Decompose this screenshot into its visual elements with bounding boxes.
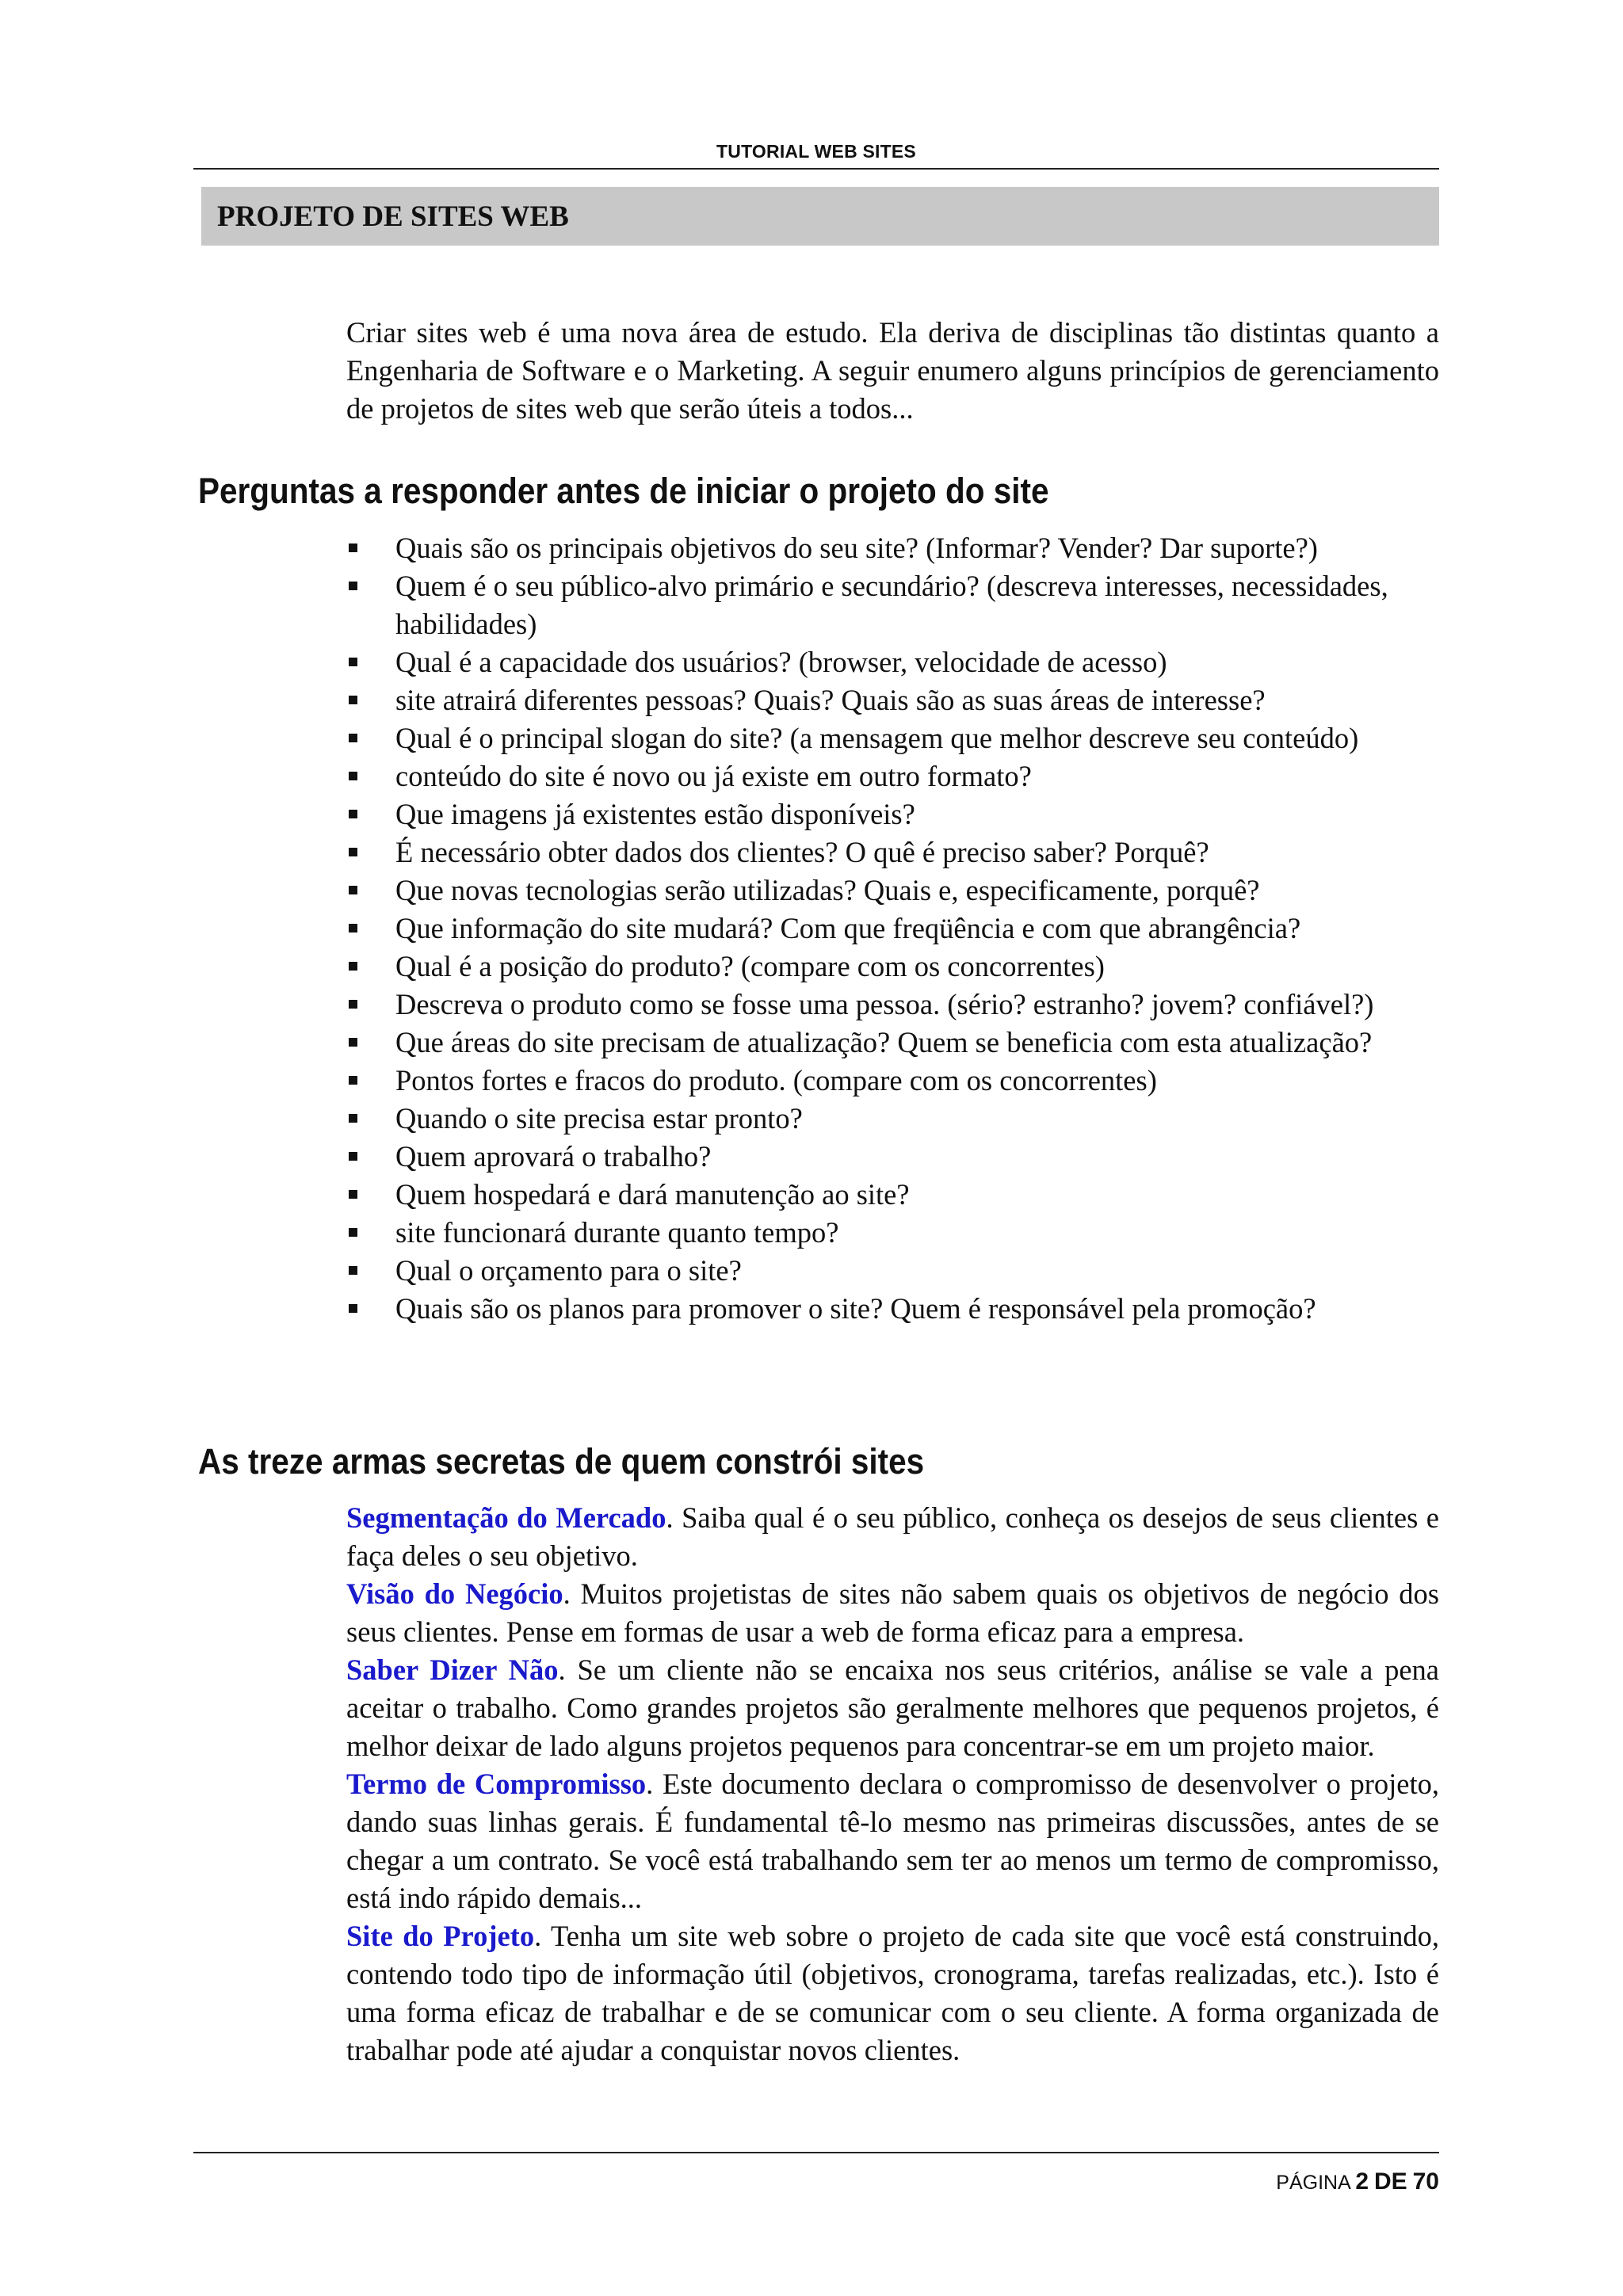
weapon-text: . Tenha um site web sobre o projeto de cada site que você está construindo, contendo todo tipo de informação útil (objetivos, cronograma, tarefas realizadas, etc.). Isto é uma forma eficaz de trabalhar e de se comunicar com o seu cliente. A forma organizada de trabalhar pode até ajudar a conquistar novos clientes.	[346, 1920, 1439, 2066]
question-item: Descreva o produto como se fosse uma pessoa. (sério? estranho? jovem? confiável?)	[346, 986, 1439, 1024]
weapon-item	[346, 1499, 1439, 1575]
footer-rule	[193, 2152, 1439, 2153]
square-bullet-icon	[349, 658, 357, 666]
square-bullet-icon	[349, 1228, 357, 1237]
header-rule	[193, 168, 1439, 170]
question-item: Quais são os principais objetivos do seu site? (Informar? Vender? Dar suporte?)	[346, 529, 1439, 567]
page-current: 2	[1355, 2168, 1369, 2195]
question-item: Quando o site precisa estar pronto?	[346, 1100, 1439, 1138]
square-bullet-icon	[349, 886, 357, 894]
question-item: Que áreas do site precisam de atualização? Quem se beneficia com esta atualização?	[346, 1024, 1439, 1062]
weapon-text: . Muitos projetistas de sites não sabem quais os objetivos de negócio dos seus clientes. Pense em formas de usar a web de forma eficaz para a empresa.	[346, 1577, 1440, 1648]
weapon-item	[346, 1917, 1439, 2069]
section-title-bar	[201, 187, 1439, 246]
square-bullet-icon	[349, 1266, 357, 1275]
weapon-title: Segmentação do Mercado	[346, 1501, 666, 1534]
weapon-text: . Este documento declara o compromisso de desenvolver o projeto, dando suas linhas gerais. É fundamental tê-lo mesmo nas primeiras discussões, antes de se chegar a um contrato. Se você está trabalhando sem ter ao menos um termo de compromisso, está indo rápido demais...	[346, 1768, 1440, 1914]
square-bullet-icon	[349, 1152, 357, 1161]
question-item: Pontos fortes e fracos do produto. (compare com os concorrentes)	[346, 1062, 1439, 1100]
page-total: 70	[1412, 2168, 1439, 2195]
questions-list	[346, 529, 1439, 1328]
question-item: site funcionará durante quanto tempo?	[346, 1214, 1439, 1252]
weapon-title: Saber Dizer Não	[346, 1653, 559, 1686]
page-of: DE	[1373, 2168, 1407, 2195]
question-item: Quem aprovará o trabalho?	[346, 1138, 1439, 1176]
weapons-list	[346, 1499, 1439, 2069]
section-title: PROJETO DE SITES WEB	[217, 200, 569, 233]
question-item: Quem hospedará e dará manutenção ao site?	[346, 1176, 1439, 1214]
question-item: Quem é o seu público-alvo primário e secundário? (descreva interesses, necessidades, habilidades)	[346, 567, 1439, 643]
square-bullet-icon	[349, 962, 357, 971]
square-bullet-icon	[349, 1076, 357, 1085]
page-label: PÁGINA	[1276, 2172, 1350, 2194]
question-item: É necessário obter dados dos clientes? O quê é preciso saber? Porquê?	[346, 833, 1439, 871]
question-item: Que informação do site mudará? Com que freqüência e com que abrangência?	[346, 910, 1439, 948]
weapon-text: . Saiba qual é o seu público, conheça os desejos de seus clientes e faça deles o seu objetivo.	[346, 1501, 1439, 1572]
square-bullet-icon	[349, 848, 357, 856]
square-bullet-icon	[349, 543, 357, 552]
intro-paragraph: Criar sites web é uma nova área de estudo. Ela deriva de disciplinas tão distintas quanto a Engenharia de Software e o Marketing. A seguir enumero alguns princípios de gerenciamento de projetos de sites web que serão úteis a todos...	[346, 316, 1439, 425]
square-bullet-icon	[349, 582, 357, 590]
question-item: Qual é o principal slogan do site? (a mensagem que melhor descreve seu conteúdo)	[346, 719, 1439, 757]
question-item: Qual é a posição do produto? (compare com os concorrentes)	[346, 948, 1439, 986]
square-bullet-icon	[349, 696, 357, 704]
weapon-title: Site do Projeto	[346, 1920, 535, 1952]
question-item: Qual é a capacidade dos usuários? (browser, velocidade de acesso)	[346, 643, 1439, 681]
square-bullet-icon	[349, 810, 357, 818]
running-header: TUTORIAL WEB SITES	[716, 141, 916, 162]
square-bullet-icon	[349, 1114, 357, 1123]
weapon-item	[346, 1651, 1439, 1765]
square-bullet-icon	[349, 734, 357, 742]
page-number	[1276, 2168, 1439, 2195]
question-item: Quais são os planos para promover o site? Quem é responsável pela promoção?	[346, 1290, 1439, 1328]
square-bullet-icon	[349, 1038, 357, 1047]
weapon-title: Termo de Compromisso	[346, 1768, 647, 1800]
weapon-item	[346, 1765, 1439, 1917]
question-item: Que novas tecnologias serão utilizadas? Quais e, especificamente, porquê?	[346, 871, 1439, 910]
square-bullet-icon	[349, 1304, 357, 1313]
square-bullet-icon	[349, 772, 357, 780]
questions-heading: Perguntas a responder antes de iniciar o projeto do site	[198, 471, 1049, 511]
weapon-item	[346, 1575, 1439, 1651]
square-bullet-icon	[349, 1190, 357, 1199]
weapons-heading: As treze armas secretas de quem constrói sites	[198, 1441, 925, 1482]
question-item: Que imagens já existentes estão disponíveis?	[346, 795, 1439, 833]
question-item: conteúdo do site é novo ou já existe em outro formato?	[346, 757, 1439, 795]
square-bullet-icon	[349, 924, 357, 933]
weapon-title: Visão do Negócio	[346, 1577, 563, 1610]
question-item: Qual o orçamento para o site?	[346, 1252, 1439, 1290]
square-bullet-icon	[349, 1000, 357, 1009]
question-item: site atrairá diferentes pessoas? Quais? Quais são as suas áreas de interesse?	[346, 681, 1439, 719]
weapon-text: . Se um cliente não se encaixa nos seus critérios, análise se vale a pena aceitar o trabalho. Como grandes projetos são geralmente melhores que pequenos projetos, é melhor deixar de lado alguns projetos pequenos para concentrar-se em um projeto maior.	[346, 1653, 1439, 1762]
